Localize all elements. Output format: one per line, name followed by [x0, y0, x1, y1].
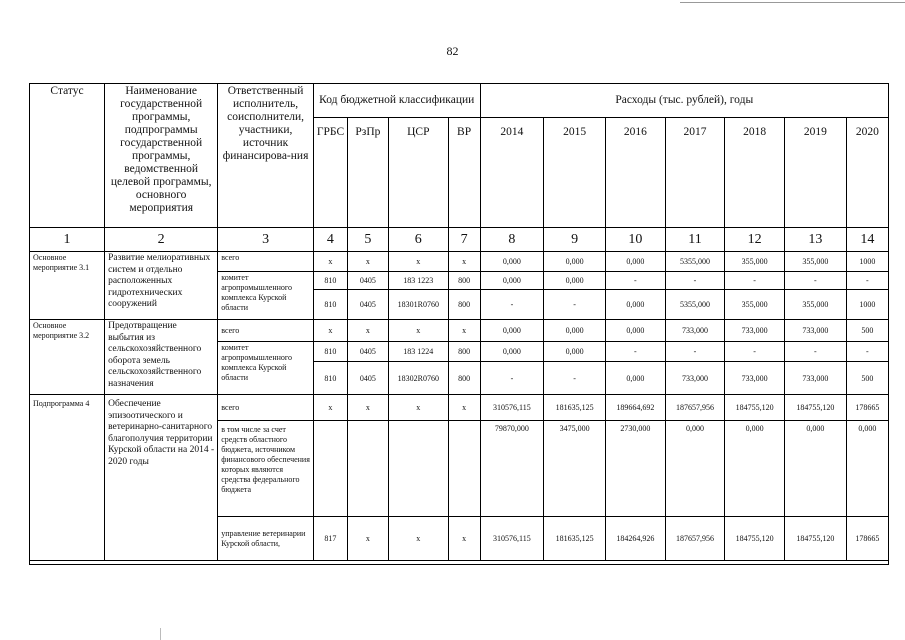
cell-value: 0,000: [725, 421, 785, 517]
cell-value: 184755,120: [725, 517, 785, 561]
cell-value: 178665: [846, 395, 888, 421]
cell-value: 0,000: [606, 320, 666, 342]
cell-rzpr: 0405: [347, 342, 388, 362]
cell-value: -: [725, 342, 785, 362]
col-number: 13: [784, 228, 846, 252]
row-responsible: комитет агропромышленного комплекса Курской области: [218, 342, 314, 395]
header-expenses: Расходы (тыс. рублей), годы: [480, 84, 888, 118]
cell-value: 310576,115: [480, 517, 544, 561]
budget-table: [29, 83, 889, 561]
row-responsible: всего: [218, 395, 314, 421]
cell-value: -: [784, 272, 846, 290]
cell-value: 184755,120: [784, 395, 846, 421]
col-number: 14: [846, 228, 888, 252]
col-number: 11: [665, 228, 725, 252]
cell-csr: х: [388, 395, 448, 421]
cell-grbs: 810: [313, 342, 347, 362]
cell-value: 0,000: [544, 320, 606, 342]
cell-grbs: [313, 421, 347, 517]
header-year: 2019: [784, 118, 846, 228]
cell-value: 181635,125: [544, 395, 606, 421]
row-responsible: всего: [218, 252, 314, 272]
cell-value: 310576,115: [480, 395, 544, 421]
cell-value: 0,000: [480, 272, 544, 290]
cell-value: 733,000: [784, 320, 846, 342]
cell-csr: х: [388, 517, 448, 561]
col-number: 2: [105, 228, 218, 252]
cell-value: 1000: [846, 252, 888, 272]
cell-rzpr: х: [347, 517, 388, 561]
cell-rzpr: х: [347, 320, 388, 342]
cell-vr: х: [448, 320, 480, 342]
cell-value: 0,000: [480, 342, 544, 362]
cell-rzpr: х: [347, 252, 388, 272]
row-responsible: всего: [218, 320, 314, 342]
cell-value: 500: [846, 362, 888, 395]
header-csr: ЦСР: [388, 118, 448, 228]
cell-value: 733,000: [665, 320, 725, 342]
cell-vr: х: [448, 395, 480, 421]
column-numbers-row: [30, 228, 889, 252]
cell-value: 189664,692: [606, 395, 666, 421]
cell-value: 733,000: [725, 320, 785, 342]
cell-grbs: 810: [313, 362, 347, 395]
cell-value: 0,000: [606, 252, 666, 272]
cell-value: -: [606, 272, 666, 290]
cell-vr: 800: [448, 362, 480, 395]
cell-value: 0,000: [480, 320, 544, 342]
table-row: [30, 395, 889, 421]
cell-grbs: 810: [313, 290, 347, 320]
cell-value: 184755,120: [784, 517, 846, 561]
cell-grbs: 817: [313, 517, 347, 561]
top-rule: [680, 2, 905, 3]
header-year: 2015: [544, 118, 606, 228]
header-responsible: Ответственный исполнитель, соисполнители, участники, источник финансирова-ния: [218, 84, 314, 228]
cell-csr: 18301R0760: [388, 290, 448, 320]
cell-rzpr: [347, 421, 388, 517]
cell-value: 3475,000: [544, 421, 606, 517]
cell-rzpr: 0405: [347, 272, 388, 290]
row-status: Основное мероприятие 3.1: [30, 252, 105, 320]
header-name: Наименование государственной программы, подпрограммы государственной программы, ведомственной целевой программы, основного мероприятия: [105, 84, 218, 228]
cell-vr: 800: [448, 290, 480, 320]
cell-value: 178665: [846, 517, 888, 561]
cell-vr: х: [448, 517, 480, 561]
cell-value: 0,000: [544, 272, 606, 290]
cell-vr: [448, 421, 480, 517]
cell-csr: х: [388, 252, 448, 272]
cell-value: -: [606, 342, 666, 362]
cell-csr: 18302R0760: [388, 362, 448, 395]
cell-csr: 183 1224: [388, 342, 448, 362]
row-name: Обеспечение эпизоотического и ветеринарно-санитарного благополучия территории Курской области на 2014 - 2020 годы: [105, 395, 218, 561]
col-number: 9: [544, 228, 606, 252]
cell-grbs: 810: [313, 272, 347, 290]
header-vr: ВР: [448, 118, 480, 228]
cell-value: 0,000: [665, 421, 725, 517]
header-grbs: ГРБС: [313, 118, 347, 228]
col-number: 12: [725, 228, 785, 252]
row-responsible: комитет агропромышленного комплекса Курской области: [218, 272, 314, 320]
cell-value: 0,000: [606, 290, 666, 320]
cell-value: -: [480, 290, 544, 320]
cell-value: 355,000: [725, 290, 785, 320]
cell-grbs: х: [313, 252, 347, 272]
cell-value: 500: [846, 320, 888, 342]
col-number: 7: [448, 228, 480, 252]
cell-value: -: [665, 272, 725, 290]
cell-value: 0,000: [846, 421, 888, 517]
cell-csr: 183 1223: [388, 272, 448, 290]
cell-value: 5355,000: [665, 290, 725, 320]
cell-value: 733,000: [784, 362, 846, 395]
header-rzpr: РзПр: [347, 118, 388, 228]
col-number: 3: [218, 228, 314, 252]
row-responsible: управление ветеринарии Курской области,: [218, 517, 314, 561]
col-number: 6: [388, 228, 448, 252]
cell-value: 355,000: [784, 252, 846, 272]
row-status: Подпрограмма 4: [30, 395, 105, 561]
cell-value: -: [544, 362, 606, 395]
cell-value: 0,000: [606, 362, 666, 395]
col-number: 8: [480, 228, 544, 252]
cell-value: 355,000: [725, 252, 785, 272]
cell-value: -: [846, 342, 888, 362]
cell-csr: [388, 421, 448, 517]
header-row-1: [30, 84, 889, 118]
cell-rzpr: х: [347, 395, 388, 421]
col-number: 5: [347, 228, 388, 252]
cell-value: 1000: [846, 290, 888, 320]
header-year: 2017: [665, 118, 725, 228]
cell-value: 733,000: [725, 362, 785, 395]
cell-value: 0,000: [544, 252, 606, 272]
cell-value: -: [480, 362, 544, 395]
cell-value: 2730,000: [606, 421, 666, 517]
cell-value: -: [784, 342, 846, 362]
scan-mark: [160, 628, 161, 640]
header-year: 2018: [725, 118, 785, 228]
cell-vr: 800: [448, 342, 480, 362]
cell-value: -: [665, 342, 725, 362]
col-number: 4: [313, 228, 347, 252]
page-number: 82: [446, 44, 459, 58]
cell-value: 187657,956: [665, 517, 725, 561]
cell-value: -: [725, 272, 785, 290]
cell-rzpr: 0405: [347, 290, 388, 320]
col-number: 10: [606, 228, 666, 252]
header-year: 2020: [846, 118, 888, 228]
cell-value: 181635,125: [544, 517, 606, 561]
cell-value: 5355,000: [665, 252, 725, 272]
header-budget-code: Код бюджетной классификации: [313, 84, 480, 118]
row-status: Основное мероприятие 3.2: [30, 320, 105, 395]
cell-value: 187657,956: [665, 395, 725, 421]
table-row: [30, 320, 889, 342]
cell-value: 0,000: [544, 342, 606, 362]
cell-value: 733,000: [665, 362, 725, 395]
row-name: Развитие мелиоративных систем и отдельно расположенных гидротехнических сооружений: [105, 252, 218, 320]
header-status: Статус: [30, 84, 105, 228]
header-year: 2014: [480, 118, 544, 228]
header-year: 2016: [606, 118, 666, 228]
cell-csr: х: [388, 320, 448, 342]
cell-value: 184755,120: [725, 395, 785, 421]
cell-vr: х: [448, 252, 480, 272]
cell-rzpr: 0405: [347, 362, 388, 395]
cell-value: 0,000: [480, 252, 544, 272]
cell-value: 355,000: [784, 290, 846, 320]
cell-value: 0,000: [784, 421, 846, 517]
cell-value: -: [846, 272, 888, 290]
cell-value: 184264,926: [606, 517, 666, 561]
table-row: [30, 252, 889, 272]
cell-grbs: х: [313, 395, 347, 421]
cell-vr: 800: [448, 272, 480, 290]
col-number: 1: [30, 228, 105, 252]
row-name: Предотвращение выбытия из сельскохозяйственного оборота земель сельскохозяйственного назначения: [105, 320, 218, 395]
cell-value: -: [544, 290, 606, 320]
cell-grbs: х: [313, 320, 347, 342]
cell-value: 79870,000: [480, 421, 544, 517]
row-responsible: в том числе за счет средств областного бюджета, источником финансового обеспечения которых являются средства федерального бюджета: [218, 421, 314, 517]
